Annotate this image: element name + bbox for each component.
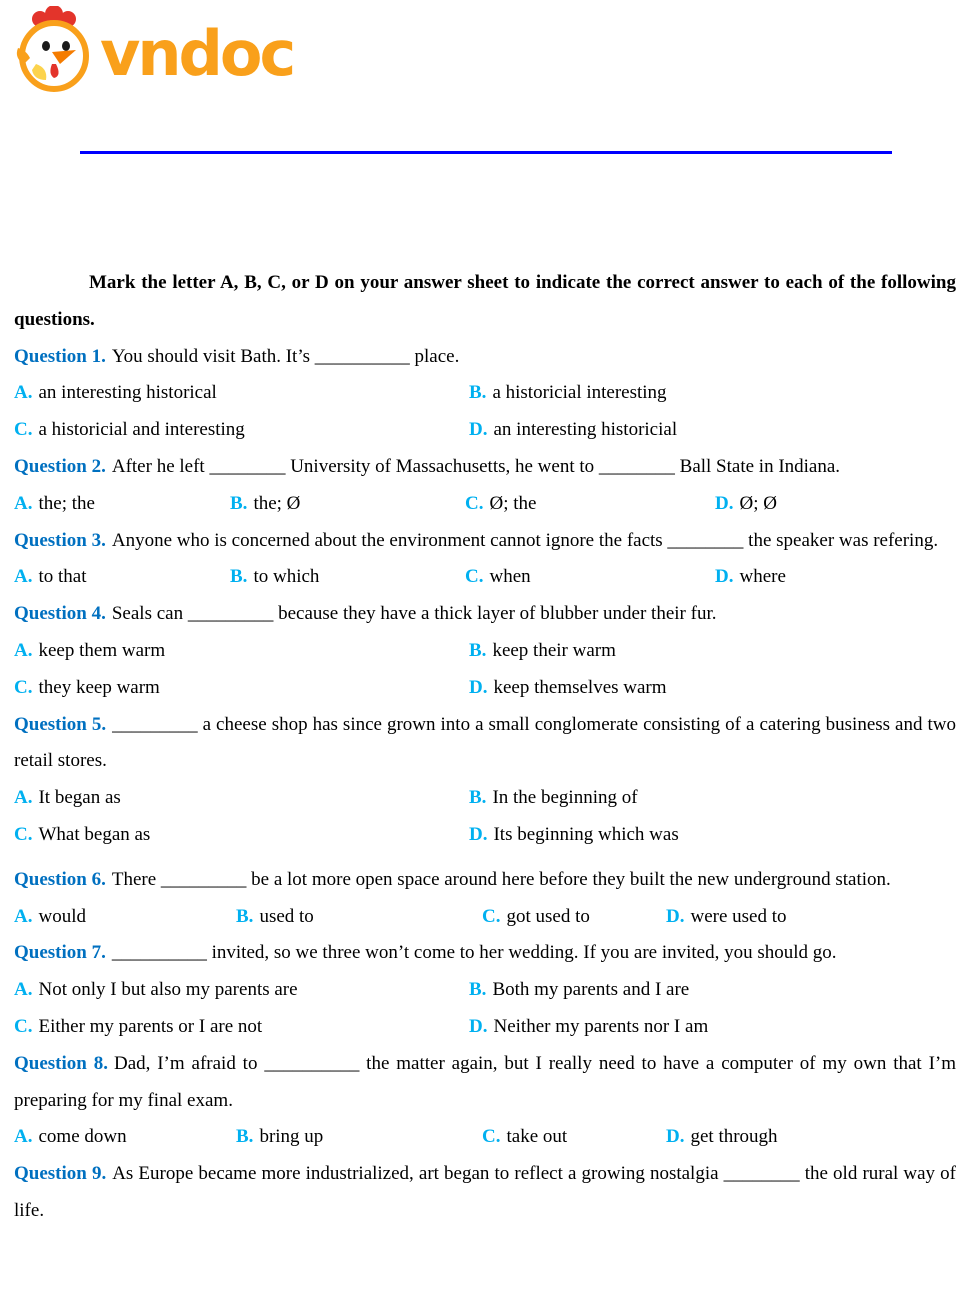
option-letter: C.: [465, 566, 484, 588]
option-text: take out: [506, 1126, 568, 1148]
question-text: Seals can _________ because they have a thick layer of blubber under their fur.: [111, 603, 717, 625]
option-text: where: [739, 566, 786, 588]
question-block: [14, 523, 956, 597]
option: [236, 899, 482, 936]
options-row: [14, 559, 956, 596]
question-text: Dad, I’m afraid to __________ the matter again, but I really need to have a computer of my own that I’m preparing for my final exam.: [14, 1052, 956, 1111]
option: [469, 972, 956, 1009]
option: [666, 899, 956, 936]
option: [469, 1009, 956, 1046]
option: [14, 899, 236, 936]
option: [666, 1119, 956, 1156]
option-letter: C.: [14, 823, 33, 845]
option-text: used to: [259, 905, 314, 927]
option-letter: D.: [469, 1015, 488, 1037]
question-label: Question 9.: [14, 1163, 107, 1185]
option: [14, 817, 469, 854]
question-text-line: [14, 523, 956, 560]
option-text: they keep warm: [38, 676, 160, 698]
option-letter: A.: [14, 566, 33, 588]
option-letter: D.: [715, 566, 734, 588]
option: [14, 1009, 469, 1046]
option-letter: B.: [236, 1126, 254, 1148]
page-header: [10, 6, 293, 94]
option-text: It began as: [38, 787, 121, 809]
options-row: [14, 633, 956, 670]
option-text: keep themselves warm: [493, 676, 667, 698]
instructions-text: Mark the letter A, B, C, or D on your answer sheet to indicate the correct answer to each of the following questions.: [14, 272, 956, 330]
options-row: [14, 899, 956, 936]
option: [14, 375, 469, 412]
option-text: an interesting historical: [38, 382, 217, 404]
question-block: [14, 707, 956, 854]
option-letter: A.: [14, 639, 33, 661]
brand-wordmark: vndoc: [100, 16, 294, 90]
option: [14, 412, 469, 449]
option-text: Its beginning which was: [493, 823, 679, 845]
question-text: _________ a cheese shop has since grown into a small conglomerate consisting of a catering business and two retail stores.: [14, 713, 956, 772]
option: [715, 486, 956, 523]
question-text-line: [14, 935, 956, 972]
option-text: Not only I but also my parents are: [38, 979, 298, 1001]
question-text: After he left ________ University of Massachusetts, he went to ________ Ball State in Indiana.: [111, 455, 841, 477]
question-text-line: [14, 707, 956, 781]
option-text: a historicial and interesting: [38, 419, 245, 441]
option: [465, 559, 715, 596]
option-letter: D.: [469, 823, 488, 845]
question-label: Question 6.: [14, 868, 106, 890]
question-text: You should visit Bath. It’s __________ place.: [111, 345, 460, 367]
question-block: [14, 596, 956, 706]
chicken-mascot-icon: [10, 6, 94, 94]
option-text: What began as: [38, 823, 151, 845]
option-letter: C.: [14, 676, 33, 698]
options-row: [14, 375, 956, 412]
option-letter: D.: [469, 676, 488, 698]
option-letter: B.: [236, 905, 254, 927]
option-text: Both my parents and I are: [492, 979, 690, 1001]
options-row: [14, 1009, 956, 1046]
question-label: Question 1.: [14, 345, 106, 367]
options-row: [14, 972, 956, 1009]
option-text: Neither my parents nor I am: [493, 1015, 709, 1037]
option-text: bring up: [259, 1126, 324, 1148]
option-letter: B.: [230, 492, 248, 514]
option: [469, 412, 956, 449]
option-text: would: [38, 905, 86, 927]
option: [469, 670, 956, 707]
question-label: Question 3.: [14, 529, 106, 551]
option: [482, 1119, 666, 1156]
option: [14, 670, 469, 707]
option: [482, 899, 666, 936]
option-letter: D.: [666, 1126, 685, 1148]
option-text: In the beginning of: [492, 787, 638, 809]
option-text: the; the: [38, 492, 95, 514]
question-label: Question 4.: [14, 603, 106, 625]
option: [14, 972, 469, 1009]
option-letter: C.: [465, 492, 484, 514]
option-letter: B.: [469, 979, 487, 1001]
option-letter: A.: [14, 979, 33, 1001]
option-letter: A.: [14, 382, 33, 404]
option: [469, 817, 956, 854]
option-text: Ø; Ø: [739, 492, 777, 514]
option-letter: D.: [469, 419, 488, 441]
option-text: an interesting historicial: [493, 419, 678, 441]
option-text: keep their warm: [492, 639, 616, 661]
option: [469, 375, 956, 412]
options-row: [14, 817, 956, 854]
option-text: Either my parents or I are not: [38, 1015, 263, 1037]
option-letter: A.: [14, 787, 33, 809]
option: [14, 559, 230, 596]
question-text-line: [14, 339, 956, 376]
option: [230, 486, 465, 523]
option-text: keep them warm: [38, 639, 166, 661]
options-row: [14, 486, 956, 523]
option: [14, 1119, 236, 1156]
question-label: Question 2.: [14, 455, 106, 477]
question-text-line: [14, 449, 956, 486]
question-text-line: [14, 1046, 956, 1120]
option-letter: A.: [14, 905, 33, 927]
option-letter: C.: [482, 905, 501, 927]
question-text-line: [14, 862, 956, 899]
option: [14, 780, 469, 817]
option-letter: D.: [666, 905, 685, 927]
option-text: come down: [38, 1126, 127, 1148]
option-text: to which: [253, 566, 320, 588]
question-label: Question 5.: [14, 713, 107, 735]
option: [715, 559, 956, 596]
options-row: [14, 1119, 956, 1156]
option-text: get through: [690, 1126, 778, 1148]
option-letter: B.: [469, 639, 487, 661]
option-text: Ø; the: [489, 492, 537, 514]
option-letter: C.: [14, 1015, 33, 1037]
question-text-line: [14, 1156, 956, 1230]
options-row: [14, 780, 956, 817]
option: [469, 780, 956, 817]
option-letter: A.: [14, 1126, 33, 1148]
question-text: Anyone who is concerned about the environment cannot ignore the facts ________ the speaker was refering.: [111, 529, 939, 551]
option-text: were used to: [690, 905, 787, 927]
options-row: [14, 412, 956, 449]
question-block: [14, 339, 956, 449]
option-text: to that: [38, 566, 87, 588]
question-block: [14, 1046, 956, 1156]
question-text: __________ invited, so we three won’t come to her wedding. If you are invited, you should go.: [111, 942, 837, 964]
option: [230, 559, 465, 596]
options-row: [14, 670, 956, 707]
option: [14, 486, 230, 523]
question-block: [14, 862, 956, 936]
question-block: [14, 449, 956, 523]
option-text: got used to: [506, 905, 590, 927]
option-letter: D.: [715, 492, 734, 514]
question-label: Question 7.: [14, 942, 106, 964]
option-letter: A.: [14, 492, 33, 514]
title-underline: [80, 151, 892, 154]
option: [236, 1119, 482, 1156]
question-text: As Europe became more industrialized, art began to reflect a growing nostalgia ________ the old rural way of life.: [14, 1163, 956, 1221]
option-letter: B.: [469, 382, 487, 404]
option: [465, 486, 715, 523]
question-block: [14, 935, 956, 1045]
question-text-line: [14, 596, 956, 633]
option: [14, 633, 469, 670]
question-block: [14, 1156, 956, 1230]
option-letter: C.: [482, 1126, 501, 1148]
option-text: a historicial interesting: [492, 382, 667, 404]
option-letter: C.: [14, 419, 33, 441]
option: [469, 633, 956, 670]
option-text: the; Ø: [253, 492, 301, 514]
option-letter: B.: [469, 787, 487, 809]
option-letter: B.: [230, 566, 248, 588]
question-text: There _________ be a lot more open space around here before they built the new underground station.: [111, 868, 891, 890]
option-text: when: [489, 566, 531, 588]
question-label: Question 8.: [14, 1052, 108, 1074]
document-body: [14, 265, 956, 1230]
